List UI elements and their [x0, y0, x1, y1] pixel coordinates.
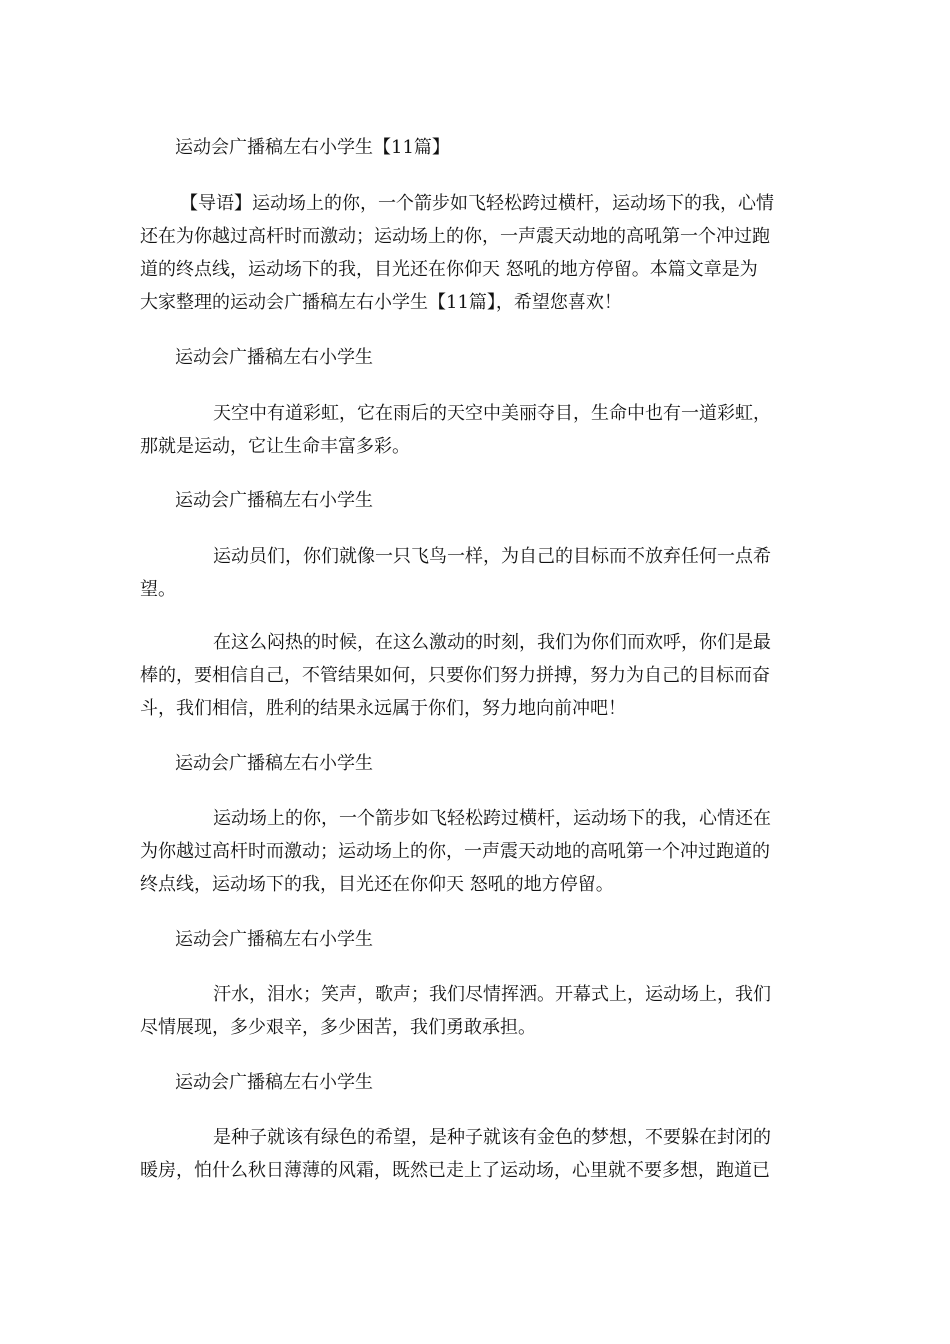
section-heading: 运动会广播稿左右小学生 — [175, 1072, 373, 1093]
paragraph-line: 为你越过高杆时而激动；运动场上的你，一声震天动地的高吼第一个冲过跑道的 — [140, 841, 770, 862]
paragraph-line: 斗，我们相信，胜利的结果永远属于你们，努力地向前冲吧！ — [140, 698, 626, 719]
section-heading: 运动会广播稿左右小学生 — [175, 753, 373, 774]
paragraph-line: 是种子就该有绿色的希望，是种子就该有金色的梦想，不要躲在封闭的 — [213, 1127, 771, 1148]
paragraph-line: 尽情展现，多少艰辛，多少困苦，我们勇敢承担。 — [140, 1017, 536, 1038]
paragraph-line: 汗水，泪水；笑声，歌声；我们尽情挥洒。开幕式上，运动场上，我们 — [213, 984, 771, 1005]
section-heading: 运动会广播稿左右小学生 — [175, 929, 373, 950]
paragraph-line: 暖房，怕什么秋日薄薄的风霜，既然已走上了运动场，心里就不要多想，跑道已 — [140, 1160, 770, 1181]
intro-line: 【导语】运动场上的你，一个箭步如飞轻松跨过横杆，运动场下的我，心情 — [180, 193, 774, 214]
document-title: 运动会广播稿左右小学生【11篇】 — [175, 137, 450, 158]
paragraph-line: 那就是运动，它让生命丰富多彩。 — [140, 436, 410, 457]
intro-line: 还在为你越过高杆时而激动；运动场上的你，一声震天动地的高吼第一个冲过跑 — [140, 226, 770, 247]
intro-line: 大家整理的运动会广播稿左右小学生【11篇】，希望您喜欢！ — [140, 292, 622, 313]
intro-line: 道的终点线，运动场下的我，目光还在你仰天 怒吼的地方停留。本篇文章是为 — [140, 259, 758, 280]
paragraph-line: 在这么闷热的时候，在这么激动的时刻，我们为你们而欢呼，你们是最 — [213, 632, 771, 653]
paragraph-line: 天空中有道彩虹，它在雨后的天空中美丽夺目，生命中也有一道彩虹， — [213, 403, 771, 424]
section-heading: 运动会广播稿左右小学生 — [175, 347, 373, 368]
paragraph-line: 运动员们，你们就像一只飞鸟一样，为自己的目标而不放弃任何一点希 — [213, 546, 771, 567]
section-heading: 运动会广播稿左右小学生 — [175, 490, 373, 511]
paragraph-line: 运动场上的你，一个箭步如飞轻松跨过横杆，运动场下的我，心情还在 — [213, 808, 771, 829]
paragraph-line: 终点线，运动场下的我，目光还在你仰天 怒吼的地方停留。 — [140, 874, 614, 895]
paragraph-line: 望。 — [140, 579, 176, 600]
paragraph-line: 棒的，要相信自己，不管结果如何，只要你们努力拼搏，努力为自己的目标而奋 — [140, 665, 770, 686]
